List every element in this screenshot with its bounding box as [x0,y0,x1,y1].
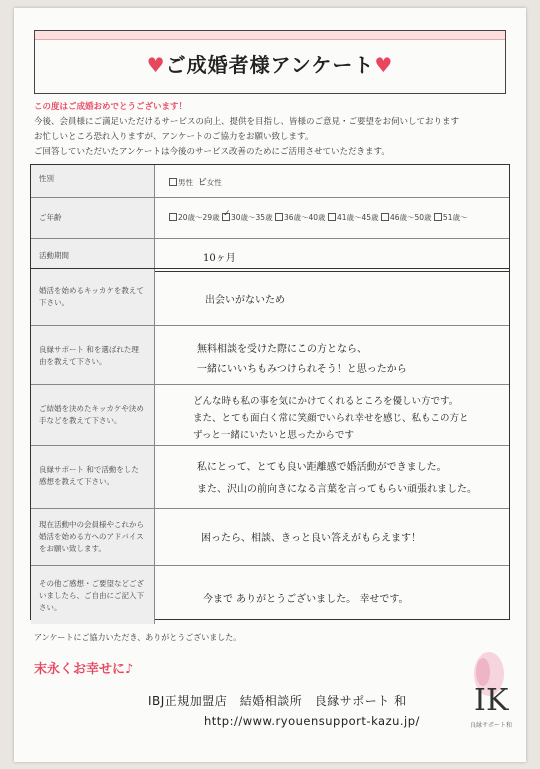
page-title [35,49,505,78]
answer-line: 一緒にいいちもみつけられそう！と思ったから [197,364,407,375]
answer-line: また、とても面白く常に笑顔でいられ幸せを感じ、私もこの方と [193,413,469,424]
heart-icon: ♥ [146,53,166,77]
survey-sheet [14,8,526,762]
intro-line: ご回答していただいたアンケートは今後のサービス改善のためにご活用させていただきます。 [34,147,390,157]
question-label: 良縁サポート 和を選ばれた理由を教えて下さい。 [31,326,155,384]
question-row [31,326,509,385]
answer-line: 無料相談を受けた際にこの方となら、 [197,344,367,355]
checkbox-age-checked[interactable] [222,209,231,221]
agency-name: IBJ正規加盟店 結婚相談所 良縁サポート 和 [148,694,407,708]
svg-text:I: I [474,683,486,718]
period-label: 活動期間 [31,239,155,273]
question-row [31,566,509,624]
age-option: 51歳～ [442,213,468,222]
title-text: ご成婚者様アンケート [165,53,375,77]
title-bar [35,31,505,40]
age-option: 30歳～35歳 [230,213,273,222]
age-option: 20歳～29歳 [178,213,220,222]
question-label: 現在活動中の会員様やこれから婚活を始める方へのアドバイスをお願い致します。 [31,509,155,565]
gender-row [31,165,509,198]
website-url[interactable]: http://www.ryouensupport-kazu.jp/ [204,714,420,728]
age-options [169,209,468,223]
age-option: 36歳～40歳 [283,213,326,222]
age-option: 41歳～45歳 [336,213,379,222]
checkbox-male[interactable] [169,178,177,186]
checkbox-age[interactable] [328,213,336,221]
intro-line: お忙しいところ恐れ入りますが、アンケートのご協力をお願い致します。 [34,132,314,142]
answer-line: また、沢山の前向きになる言葉を言ってもらい頑張れました。 [197,484,477,495]
gender-option-male: 男性 [178,178,193,187]
answer-line: どんな時も私の事を気にかけてくれるところを優しい方です。 [193,396,459,407]
answer-line: 出会いがないため [205,295,285,306]
check-mark-icon: ✓ [222,209,231,219]
answer-line: 今まで ありがとうございました。 幸せです。 [203,594,409,605]
question-row [31,446,509,509]
age-option: 46歳～50歳 [389,213,432,222]
answer-line: 私にとって、とても良い距離感で婚活動ができました。 [197,462,447,473]
gender-label: 性別 [31,165,155,197]
age-row [31,198,509,239]
agency-logo [466,648,512,718]
question-label: 良縁サポート 和で活動をした感想を教えて下さい。 [31,446,155,508]
profile-table [30,164,510,272]
question-row [31,385,509,446]
question-label: 婚活を始めるキッカケを教えて下さい。 [31,269,155,325]
gender-option-female: 女性 [206,178,222,187]
title-box [34,30,506,94]
thanks-text: アンケートにご協力いただき、ありがとうございました。 [34,633,242,642]
question-label: その他ご感想・ご要望などございましたら、ご自由にご記入下さい。 [31,566,155,624]
intro-text [34,100,514,160]
logo-text: 良縁サポート和 [469,722,512,729]
checkbox-age[interactable] [169,213,177,221]
checkbox-age[interactable] [381,213,389,221]
questions-table [30,268,510,620]
heart-icon: ♥ [374,53,394,77]
question-row [31,509,509,566]
svg-text:K: K [486,683,509,718]
congrats-line: この度はご成婚おめでとうございます！ [34,102,188,112]
period-value: 10ヶ月 [203,253,236,264]
question-label: ご結婚を決めたキッカケや決め手などを教えて下さい。 [31,385,155,445]
answer-line: 困ったら、相談、きっと良い答えがもらえます！ [201,533,421,544]
wish-text: 末永くお幸せに♪ [34,662,134,677]
answer-line: ずっと一緒にいたいと思ったからです [193,430,354,441]
check-mark-icon: ビ [197,178,207,188]
question-row [31,269,509,326]
checkbox-age[interactable] [434,213,442,221]
age-label: ご年齢 [31,198,155,238]
checkbox-age[interactable] [275,213,283,221]
intro-line: 今後、会員様にご満足いただけるサービスの向上、提供を目指し、皆様のご意見・ご要望をお伺いしております [34,117,460,127]
gender-options [169,175,222,188]
